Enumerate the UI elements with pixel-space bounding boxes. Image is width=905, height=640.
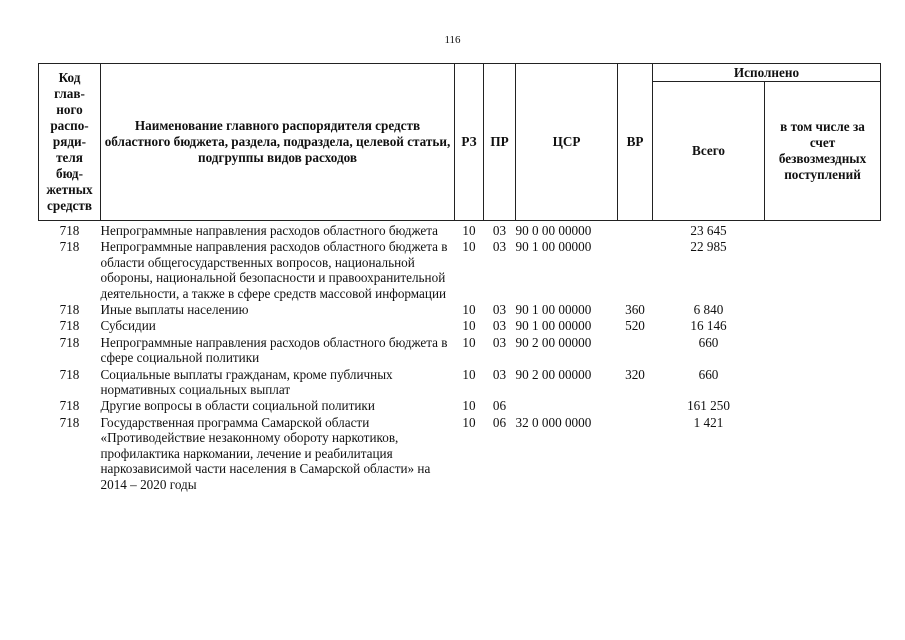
table-row [39, 415, 881, 493]
row-vr [618, 398, 653, 414]
row-name: Другие вопросы в области социальной политики [100, 398, 375, 414]
row-free-receipts [765, 221, 881, 240]
row-total: 660 [698, 366, 719, 382]
row-code: 718 [59, 239, 80, 255]
row-rz: 10 [462, 239, 476, 255]
row-name: Непрограммные направления расходов областного бюджета в области общегосударственных вопросов, национальной обороны, национальной безопасности и правоохранительной деятельности, а также в сфере средств массовой информации [100, 239, 448, 301]
row-free-receipts [765, 398, 881, 414]
row-vr [618, 239, 653, 302]
row-free-receipts [765, 302, 881, 318]
row-rz: 10 [462, 398, 476, 414]
header-code [39, 64, 101, 221]
page-number: 116 [444, 34, 461, 46]
table-row [39, 302, 881, 318]
row-total: 6 840 [693, 302, 724, 318]
row-pr: 06 [492, 414, 507, 430]
row-csr: 90 0 00 00000 [515, 223, 592, 238]
header-code-line: ного [56, 102, 83, 117]
header-free-receipts: в том числе за счет безвозмездных поступлений [765, 82, 881, 221]
row-total: 23 645 [690, 223, 727, 238]
row-pr: 06 [492, 398, 507, 414]
row-rz: 10 [462, 223, 476, 238]
header-code-line: ряди- [52, 134, 87, 149]
row-total: 22 985 [690, 239, 727, 255]
row-free-receipts [765, 335, 881, 367]
row-code: 718 [59, 318, 80, 334]
row-rz: 10 [462, 318, 476, 334]
row-code: 718 [59, 223, 80, 238]
row-csr: 90 1 00 00000 [515, 302, 592, 318]
row-code: 718 [59, 414, 80, 430]
header-code-line: Код [58, 70, 81, 85]
row-pr: 03 [492, 366, 507, 382]
row-free-receipts [765, 318, 881, 334]
row-free-receipts [765, 367, 881, 399]
header-code-line: средств [47, 198, 92, 213]
row-total: 660 [698, 334, 719, 350]
budget-expenditure-table [38, 63, 881, 493]
row-total: 161 250 [687, 398, 730, 414]
row-vr [618, 221, 653, 240]
row-total: 16 146 [690, 318, 727, 334]
header-vr: ВР [618, 64, 653, 221]
header-code-line: жетных [46, 182, 93, 197]
row-vr [618, 335, 653, 367]
row-name: Государственная программа Самарской области «Противодействие незаконному обороту наркотиков, профилактика наркомании, лечение и реабилитация наркозависимой части населения в Самарской области» на 2014 – 2020 годы [100, 414, 431, 492]
row-free-receipts [765, 415, 881, 493]
row-rz: 10 [462, 302, 476, 318]
row-csr [516, 398, 618, 414]
row-vr: 320 [625, 366, 645, 382]
table-body [39, 221, 881, 493]
row-rz: 10 [462, 366, 476, 382]
row-csr: 90 1 00 00000 [515, 239, 592, 255]
row-code: 718 [59, 398, 80, 414]
row-name: Субсидии [100, 318, 156, 334]
row-pr: 03 [492, 334, 507, 350]
table-row [39, 239, 881, 302]
row-pr: 03 [492, 239, 507, 255]
row-code: 718 [59, 302, 80, 318]
row-name: Непрограммные направления расходов областного бюджета [100, 223, 439, 238]
header-code-line: бюд- [56, 166, 83, 181]
row-code: 718 [59, 334, 80, 350]
row-total: 1 421 [693, 414, 724, 430]
row-rz: 10 [462, 414, 476, 430]
row-csr: 90 1 00 00000 [515, 318, 592, 334]
row-csr: 90 2 00 00000 [515, 334, 592, 350]
header-executed: Исполнено [653, 64, 881, 82]
row-vr: 360 [625, 302, 645, 318]
header-rz: РЗ [455, 64, 484, 221]
row-free-receipts [765, 239, 881, 302]
table-row [39, 221, 881, 240]
row-csr: 90 2 00 00000 [515, 366, 592, 382]
header-code-line: глав- [54, 86, 85, 101]
header-name: Наименование главного распорядителя средств областного бюджета, раздела, подраздела, целевой статьи, подгруппы видов расходов [101, 64, 455, 221]
row-pr: 03 [492, 223, 507, 238]
table-row [39, 367, 881, 399]
table-row [39, 318, 881, 334]
header-csr: ЦСР [516, 64, 618, 221]
header-code-line: распо- [50, 118, 89, 133]
header-pr: ПР [484, 64, 516, 221]
row-name: Непрограммные направления расходов областного бюджета в сфере социальной политики [100, 334, 448, 366]
row-code: 718 [59, 366, 80, 382]
row-rz: 10 [462, 334, 476, 350]
row-pr: 03 [492, 318, 507, 334]
row-vr: 520 [625, 318, 645, 334]
row-csr: 32 0 000 0000 [515, 414, 592, 430]
header-code-lines [46, 70, 92, 213]
table-row [39, 398, 881, 414]
table-row [39, 335, 881, 367]
header-total: Всего [653, 82, 765, 221]
header-code-line: теля [56, 150, 83, 165]
row-vr [618, 415, 653, 493]
row-name: Иные выплаты населению [100, 302, 249, 318]
row-pr: 03 [492, 302, 507, 318]
row-name: Социальные выплаты гражданам, кроме публичных нормативных социальных выплат [100, 366, 393, 398]
